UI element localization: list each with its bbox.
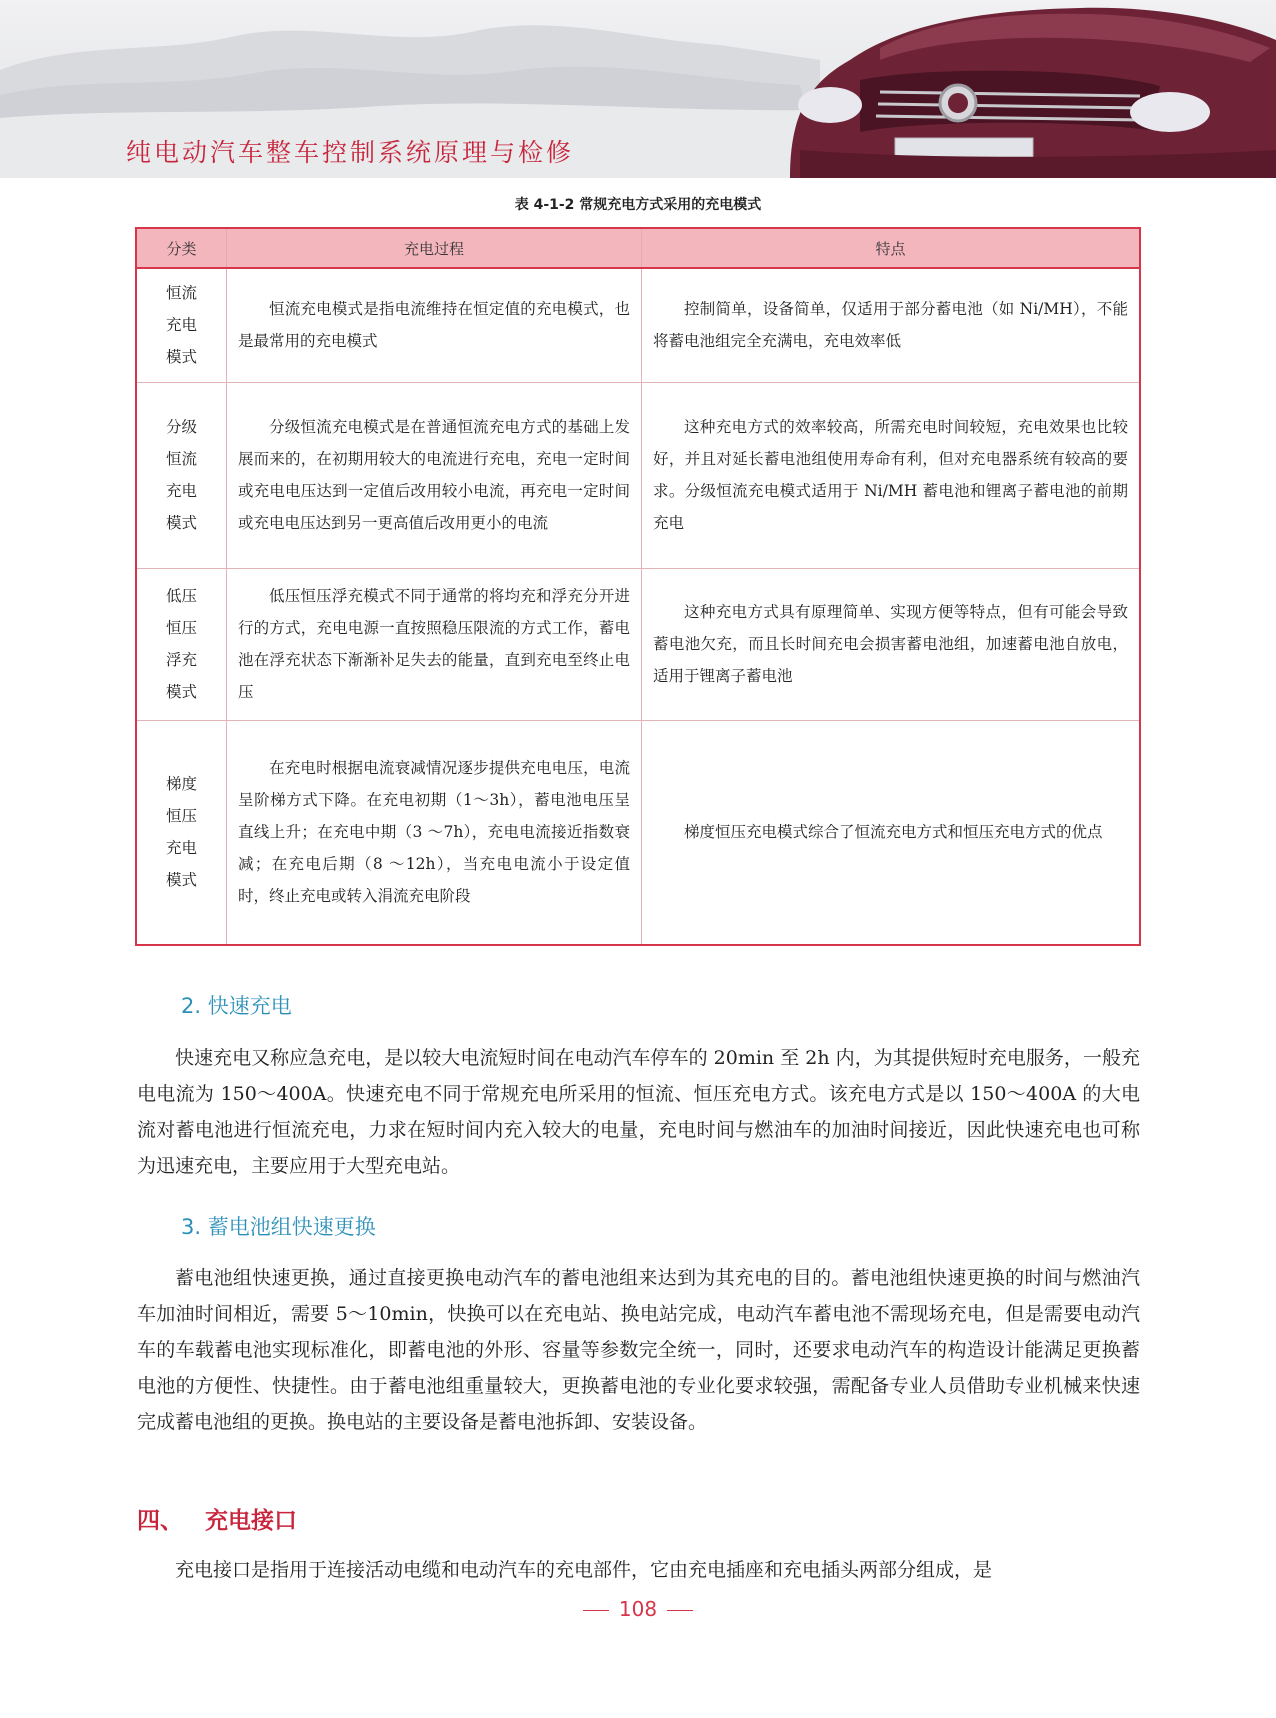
paragraph-battery-swap: 蓄电池组快速更换，通过直接更换电动汽车的蓄电池组来达到为其充电的目的。蓄电池组快速更换的时间与燃油汽车加油时间相近，需要 5～10min，快换可以在充电站、换电站完成，电动汽车蓄电池不需现场充电，但是需要电动汽车的车载蓄电池实现标准化，即蓄电池的外形、容量等参数完全统一，同时，还要求电动汽车的构造设计能满足更换蓄电池的方便性、快捷性。由于蓄电池组重量较大，更换蓄电池的专业化要求较强，需配备专业人员借助专业机械来快速完成蓄电池组的更换。换电站的主要设备是蓄电池拆卸、安装设备。 [137,1267,1140,1433]
category-label: 分级恒流充电模式 [166,418,198,532]
column-header-category: 分类 [136,228,227,268]
charging-modes-table [135,227,1141,946]
process-cell: 恒流充电模式是指电流维持在恒定值的充电模式，也是最常用的充电模式 [227,268,642,382]
features-cell: 控制简单，设备简单，仅适用于部分蓄电池（如 Ni/MH），不能将蓄电池组完全充满电，充电效率低 [642,268,1141,382]
category-cell [136,268,227,382]
section-heading-fast-charging: 2. 快速充电 [181,994,292,1018]
category-cell [136,720,227,945]
paragraph-fast-charging: 快速充电又称应急充电，是以较大电流短时间在电动汽车停车的 20min 至 2h 内，为其提供短时充电服务，一般充电电流为 150～400A。快速充电不同于常规充电所采用的恒流、恒压充电方式。该充电方式是以 150～400A 的大电流对蓄电池进行恒流充电，力求在短时间内充入较大的电量，充电时间与燃油车的加油时间接近，因此快速充电也可称为迅速充电，主要应用于大型充电站。 [137,1047,1140,1177]
category-label: 恒流充电模式 [166,284,198,367]
chapter-number: 四、 [137,1508,183,1534]
category-cell [136,568,227,720]
paragraph-charging-interface: 充电接口是指用于连接活动电缆和电动汽车的充电部件，它由充电插座和充电插头两部分组成，是 [175,1559,993,1581]
page-footer [0,1597,1276,1621]
table-row [136,568,1140,720]
features-cell: 这种充电方式具有原理简单、实现方便等特点，但有可能会导致蓄电池欠充，而且长时间充电会损害蓄电池组，加速蓄电池自放电，适用于锂离子蓄电池 [642,568,1141,720]
table-row [136,268,1140,382]
category-label: 低压恒压浮充模式 [166,587,198,701]
table-header-row [136,228,1140,268]
table-row [136,720,1140,945]
table-caption: 表 4-1-2 常规充电方式采用的充电模式 [514,197,762,213]
process-cell: 在充电时根据电流衰减情况逐步提供充电电压，电流呈阶梯方式下降。在充电初期（1～3h），蓄电池电压呈直线上升；在充电中期（3 ～7h），充电电流接近指数衰减；在充电后期（8 ～12h），当充电电流小于设定值时，终止充电或转入涓流充电阶段 [227,720,642,945]
header-banner [0,0,1276,178]
column-header-process: 充电过程 [227,228,642,268]
footer-dash-right [667,1610,693,1611]
book-title: 纯电动汽车整车控制系统原理与检修 [126,138,575,167]
table-row [136,382,1140,568]
column-header-features: 特点 [642,228,1141,268]
category-cell [136,382,227,568]
footer-dash-left [583,1610,609,1611]
category-label: 梯度恒压充电模式 [166,775,198,890]
process-cell: 分级恒流充电模式是在普通恒流充电方式的基础上发展而来的，在初期用较大的电流进行充电，充电一定时间或充电电压达到一定值后改用较小电流，再充电一定时间或充电电压达到另一更高值后改用更小的电流 [227,382,642,568]
page-number: 108 [618,1597,658,1621]
process-cell: 低压恒压浮充模式不同于通常的将均充和浮充分开进行的方式，充电电源一直按照稳压限流的方式工作，蓄电池在浮充状态下渐渐补足失去的能量，直到充电至终止电压 [227,568,642,720]
features-cell: 这种充电方式的效率较高，所需充电时间较短，充电效果也比较好，并且对延长蓄电池组使用寿命有利，但对充电器系统有较高的要求。分级恒流充电模式适用于 Ni/MH 蓄电池和锂离子蓄电池的前期充电 [642,382,1141,568]
car-illustration [790,8,1276,178]
chapter-heading [137,1502,319,1535]
features-cell: 梯度恒压充电模式综合了恒流充电方式和恒压充电方式的优点 [642,720,1141,945]
section-heading-battery-swap: 3. 蓄电池组快速更换 [181,1215,376,1239]
chapter-title: 充电接口 [205,1508,297,1534]
